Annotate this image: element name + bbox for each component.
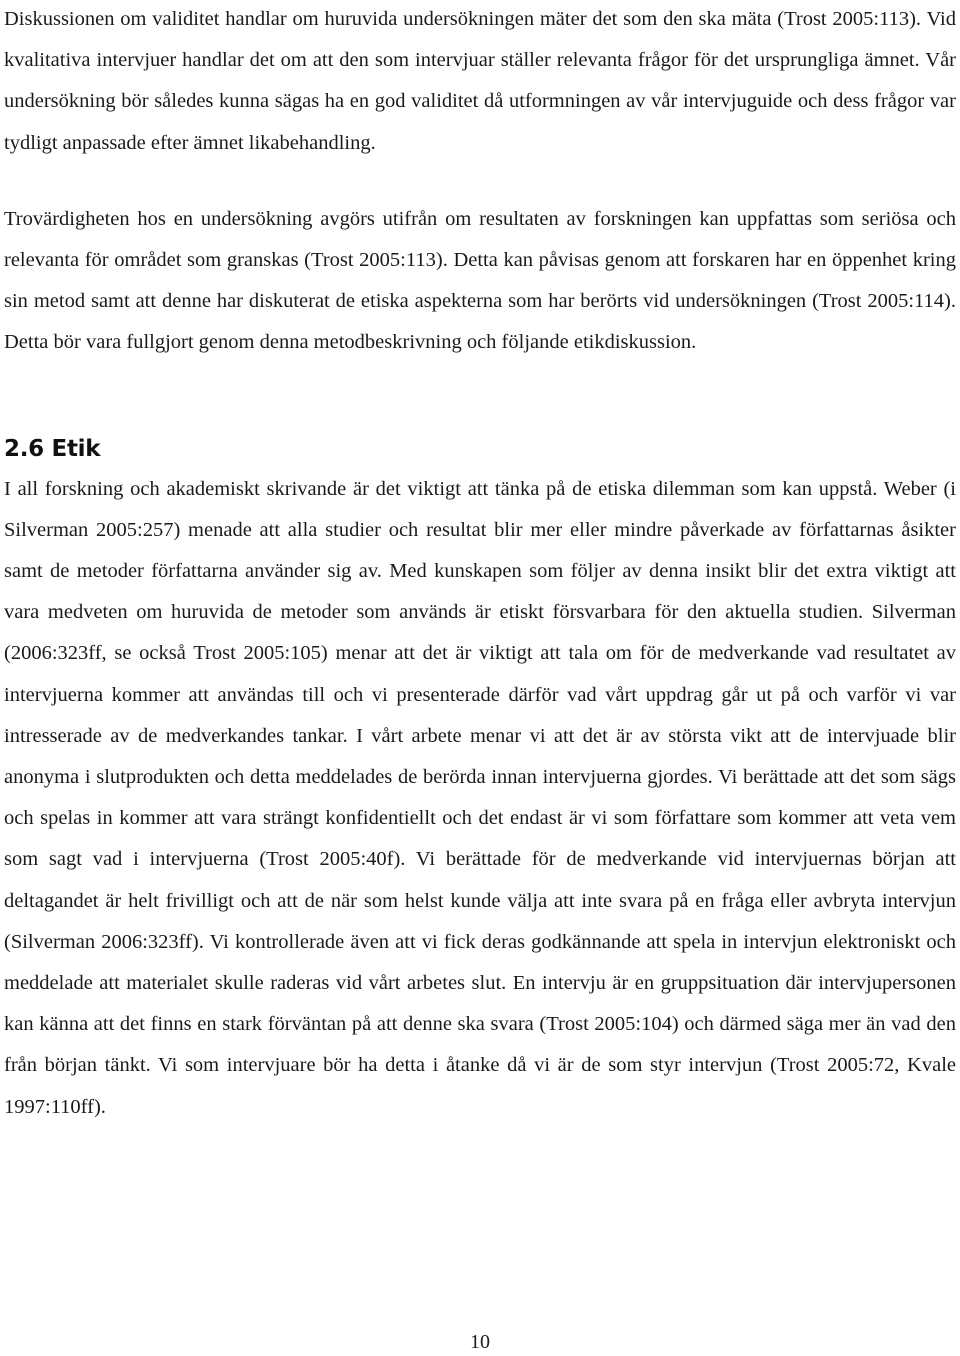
section-heading: 2.6 Etik	[4, 435, 101, 462]
ethics-paragraph: I all forskning och akademiskt skrivande är det viktigt att tänka på de etiska dilemman som kan uppstå. Weber (i Silverman 2005:257) menade att alla studier och resultat blir mer eller mindre påverkade av författarnas åsikter samt de metoder författarna använder sig av. Med kunskapen som följer av denna insikt blir det extra viktigt att vara medveten om huruvida de metoder som används är etiskt försvarbara för den aktuella studien. Silverman (2006:323ff, se också Trost 2005:105) menar att det är viktigt att tala om för de medverkande vad resultatet av intervjuerna kommer att användas till och vi presenterade därför vad vårt uppdrag går ut på och varför vi var intresserade av de medverkandes tankar. I vårt arbete menar vi att det är av största vikt att de intervjuade blir anonyma i slutprodukten och detta meddelades de berörda innan intervjuerna gjordes. Vi berättade att det som sägs och spelas in kommer att vara strängt konfidentiellt och det endast är vi som författare som kommer att veta vem som sagt vad i intervjuerna (Trost 2005:40f). Vi berättade för de medverkande vid intervjuernas början att deltagandet är helt frivilligt och att de när som helst kunde välja att inte svara på en fråga eller avbryta intervjun (Silverman 2006:323ff). Vi kontrollerade även att vi fick deras godkännande att spela in intervjun elektroniskt och meddelade att materialet skulle raderas vid vårt arbetes slut. En intervju är en gruppsituation där intervjupersonen kan känna att det finns en stark förväntan på att denne ska svara (Trost 2005:104) och därmed säga mer än vad den från början tänkt. Vi som intervjuare bör ha detta i åtanke då vi är de som styr intervjun (Trost 2005:72, Kvale 1997:110ff).	[4, 477, 956, 1118]
trustworthiness-paragraph: Trovärdigheten hos en undersökning avgörs utifrån om resultaten av forskningen kan uppfattas som seriösa och relevanta för området som granskas (Trost 2005:113). Detta kan påvisas genom att forskaren har en öppenhet kring sin metod samt att denne har diskuterat de etiska aspekterna som har berörts vid undersökningen (Trost 2005:114). Detta bör vara fullgjort genom denna metodbeskrivning och följande etikdiskussion.	[4, 207, 956, 354]
document-page	[4, 0, 956, 1128]
validity-paragraph: Diskussionen om validitet handlar om huruvida undersökningen mäter det som den ska mäta (Trost 2005:113). Vid kvalitativa intervjuer handlar det om att den som intervjuar ställer relevanta frågor för det ursprungliga ämnet. Vår undersökning bör således kunna sägas ha en god validitet då utformningen av vår intervjuguide och dess frågor var tydligt anpassade efter ämnet likabehandling.	[4, 8, 956, 154]
page-number: 10	[470, 1331, 490, 1353]
